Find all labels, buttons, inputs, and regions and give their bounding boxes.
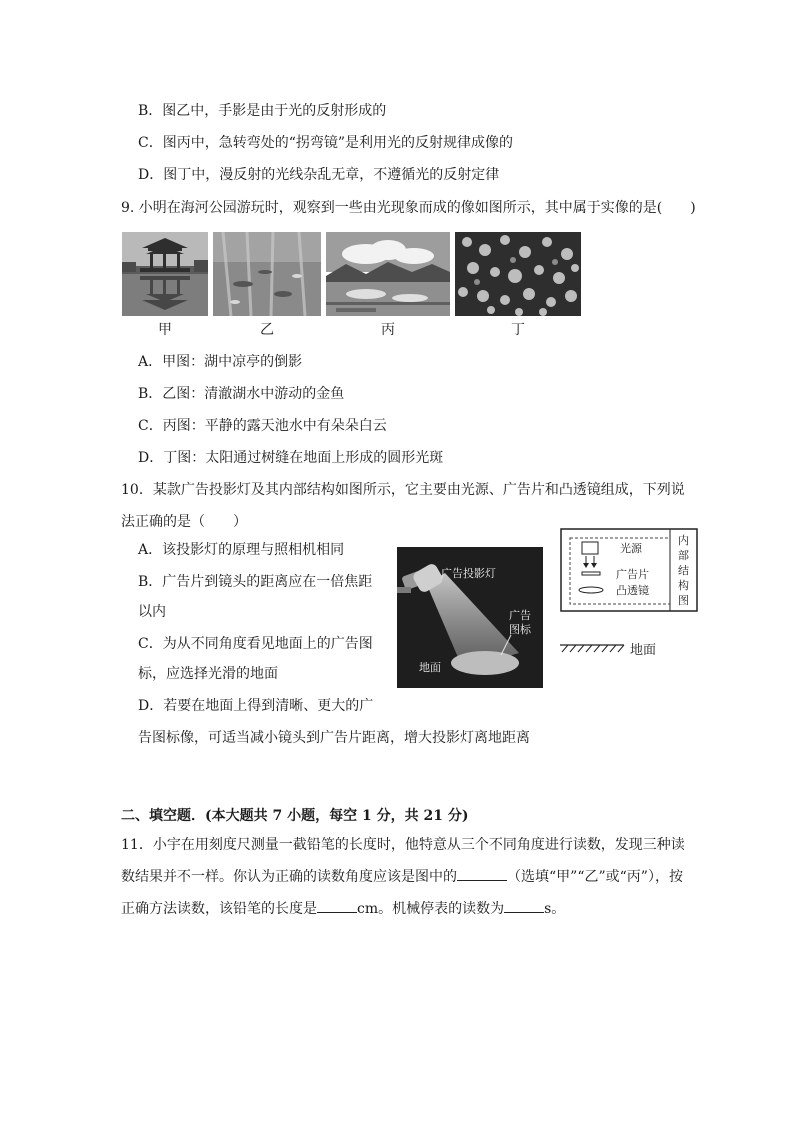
inner-structure-diagram [560,528,700,614]
light-source-label: 光源 [620,542,642,555]
q9-stem: 9. 小明在海河公园游玩时，观察到一些由光现象而成的像如图所示，其中属于实像的是( ) [121,200,696,216]
q10-option-c-cont: 标，应选择光滑的地面 [138,666,278,682]
q9-option-a: A．甲图：湖中凉亭的倒影 [138,354,303,370]
side-label-char: 内 [678,534,689,547]
answer-blank-stopwatch[interactable] [504,898,544,913]
q8-option-d: D．图丁中，漫反射的光线杂乱无章，不遵循光的反射定律 [138,167,500,183]
q11-line2-text-b: （选填“甲”“乙”或“丙”），按 [507,869,683,885]
caption-bing: 丙 [381,322,395,338]
section2-title: 二、填空题．(本大题共 7 小题，每空 1 分，共 21 分) [121,808,469,824]
q10-option-b: B．广告片到镜头的距离应在一倍焦距 [138,574,373,590]
photo-ground-label: 地面 [419,661,441,674]
q9-option-c: C．丙图：平静的露天池水中有朵朵白云 [138,418,387,434]
answer-blank-length[interactable] [317,898,357,913]
q10-option-b-cont: 以内 [138,604,166,620]
q10-option-c: C．为从不同角度看见地面上的广告图 [138,636,373,652]
q11-line3-text-b: cm。机械停表的读数为 [357,901,505,917]
q11-line3-text-a: 正确方法读数，该铅笔的长度是 [121,901,317,917]
answer-blank-angle[interactable] [457,866,507,881]
photo-yi-fish [213,232,321,316]
lamp-label: 广告投影灯 [441,567,496,580]
q10-option-d: D．若要在地面上得到清晰、更大的广 [138,698,374,714]
q11-line1: 11．小宇在用刻度尺测量一截铅笔的长度时，他特意从三个不同角度进行读数，发现三种读 [121,837,685,853]
q8-option-b: B．图乙中，手影是由于光的反射形成的 [138,103,387,119]
q10-option-d-cont: 告图标像，可适当减小镜头到广告片距离，增大投影灯离地距离 [138,730,530,746]
q11-line2-text-a: 数结果并不一样。你认为正确的读数角度应该是图中的 [121,869,457,885]
photo-ding-light-spots [455,232,581,316]
q9-option-d: D．丁图：太阳通过树缝在地面上形成的圆形光斑 [138,450,444,466]
q11-line2 [121,866,683,887]
q11-line3-text-c: s。 [544,901,566,917]
side-label-char: 部 [678,549,689,562]
side-label-char: 结 [678,564,689,577]
ground-symbol [558,640,668,660]
q8-option-c: C．图丙中，急转弯处的“拐弯镜”是利用光的反射规律成像的 [138,135,514,151]
lens-label: 凸透镜 [616,584,649,597]
q10-stem-line2: 法正确的是（ ） [121,514,247,530]
q9-option-b: B．乙图：清澈湖水中游动的金鱼 [138,386,345,402]
photo-bing-clouds [326,232,450,316]
caption-jia: 甲 [158,322,172,338]
icon-label-2: 图标 [509,623,531,636]
q11-line3 [121,898,565,919]
projector-lamp-photo [397,547,543,688]
icon-label-1: 广告 [509,609,531,622]
photo-jia-pavilion [122,232,208,316]
ground-label: 地面 [630,643,657,658]
q10-stem-line1: 10．某款广告投影灯及其内部结构如图所示，它主要由光源、广告片和凸透镜组成，下列说 [121,482,685,498]
caption-ding: 丁 [511,322,525,338]
side-label-char: 图 [678,594,689,607]
ad-film-label: 广告片 [616,568,649,581]
side-label-char: 构 [678,579,689,592]
q10-option-a: A．该投影灯的原理与照相机相同 [138,542,345,558]
caption-yi: 乙 [260,322,274,338]
